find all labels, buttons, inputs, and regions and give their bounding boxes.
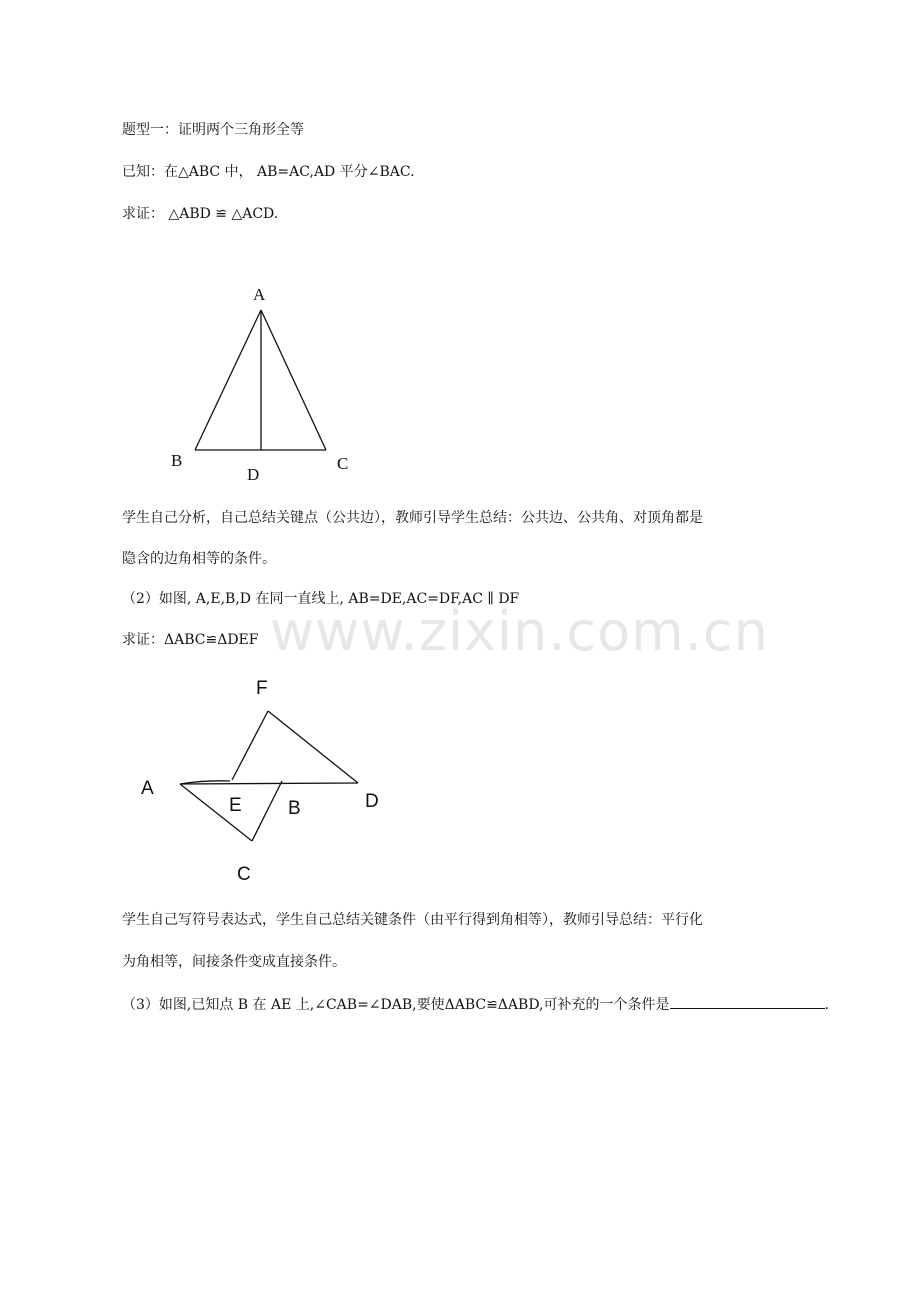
- label-f: F: [256, 678, 268, 699]
- analysis2-line2: 为角相等，间接条件变成直接条件。: [122, 954, 346, 970]
- label-d: D: [247, 465, 260, 484]
- side-bc2: [252, 781, 282, 841]
- answer-blank: [670, 994, 825, 1009]
- label-c: C: [337, 454, 349, 473]
- problem2-given: （2）如图, A,E,B,D 在同一直线上, AB=DE,AC=DF,AC ∥ DF: [122, 591, 520, 607]
- label-b: B: [171, 451, 183, 470]
- label-a: A: [253, 285, 266, 304]
- side-ab: [195, 310, 261, 450]
- analysis1-line2: 隐含的边角相等的条件。: [122, 551, 276, 567]
- section-title: 题型一：证明两个三角形全等: [122, 122, 304, 138]
- problem1-prove: 求证： △ABD ≌ △ACD.: [122, 206, 279, 222]
- analysis2-line1: 学生自己写符号表达式，学生自己总结关键条件（由平行得到角相等），教师引导总结：平行化: [122, 912, 703, 928]
- watermark: www.zixin.com.cn: [270, 600, 769, 663]
- analysis1-line1: 学生自己分析，自己总结关键点（公共边），教师引导学生总结：公共边、公共角、对顶角都是: [122, 510, 703, 526]
- label-d2: D: [365, 791, 379, 812]
- label-e: E: [229, 795, 242, 816]
- problem3-text: （3）如图,已知点 B 在 AE 上,∠CAB=∠DAB,要使ΔABC≌ΔABD,可补充的一个条件是: [122, 997, 670, 1013]
- label-b2: B: [288, 798, 301, 819]
- triangles-abc-def-figure: [180, 711, 358, 841]
- problem1-given: 已知：在△ABC 中， AB=AC,AD 平分∠BAC.: [122, 164, 415, 180]
- line-ad: [180, 783, 358, 784]
- problem3-end: .: [824, 997, 829, 1013]
- side-ac: [261, 310, 326, 450]
- triangle-abc-figure: [195, 310, 326, 450]
- side-fe: [232, 711, 268, 780]
- problem2-prove: 求证：ΔABC≌ΔDEF: [122, 632, 259, 648]
- side-fd: [268, 711, 358, 783]
- label-a2: A: [141, 778, 154, 799]
- label-c2: C: [237, 864, 251, 885]
- problem3: [122, 994, 829, 1015]
